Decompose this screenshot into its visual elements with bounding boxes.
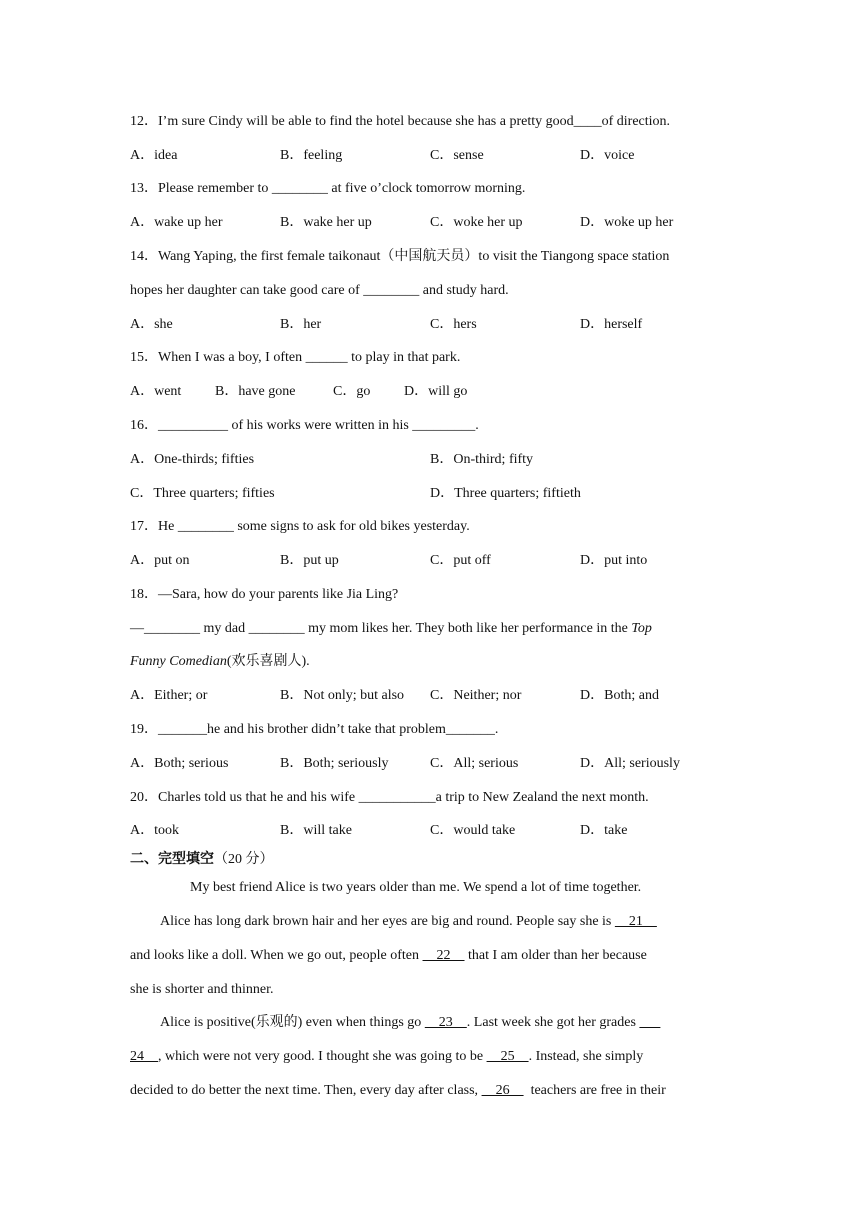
section-points: （20 分） <box>214 852 274 867</box>
q18-option-d: D．Both; and <box>580 688 659 703</box>
q17-option-d: D．put into <box>580 553 648 568</box>
show-title-part1: Top <box>631 621 652 636</box>
passage-line-2c: she is shorter and thinner. <box>130 982 274 997</box>
q15-option-a: A．went <box>130 384 182 399</box>
q19-text: he and his brother didn’t take that problem <box>207 722 446 737</box>
blank-22: 22 <box>422 948 465 963</box>
blank-26: 26 <box>481 1083 524 1098</box>
blank-25: 25 <box>486 1049 529 1064</box>
q15-option-b: B．have gone <box>215 384 296 399</box>
passage-line-3c <box>130 1082 666 1100</box>
q17-option-b: B．put up <box>280 553 339 568</box>
q14-option-a: A．she <box>130 317 173 332</box>
q18-option-a: A．Either; or <box>130 688 208 703</box>
q13-option-a: A．wake up her <box>130 215 223 230</box>
blank-23: 23 <box>424 1015 467 1030</box>
q19-number: 19． <box>130 722 158 737</box>
passage-line-2b <box>130 947 647 965</box>
section-title: 二、完型填空 <box>130 851 214 867</box>
q16-option-a: A．One-thirds; fifties <box>130 452 255 467</box>
q13-option-c: C．woke her up <box>430 215 523 230</box>
question-14-stem-line2: hopes her daughter can take good care of ________ and study hard. <box>130 283 509 298</box>
passage-line-2a <box>160 913 657 931</box>
passage-text: , which were not very good. I thought she was going to be <box>158 1049 487 1064</box>
q12-option-b: B．feeling <box>280 148 343 163</box>
question-15-stem: 15．When I was a boy, I often ______ to play in that park. <box>130 350 461 365</box>
blank-24: 24 <box>130 1049 158 1064</box>
blank-24-start <box>639 1015 660 1030</box>
show-title-part2: Funny Comedian <box>130 654 227 669</box>
q20-option-d: D．take <box>580 823 628 838</box>
q17-option-c: C．put off <box>430 553 491 568</box>
q20-option-a: A．took <box>130 823 179 838</box>
q18-option-c: C．Neither; nor <box>430 688 522 703</box>
q13-option-b: B．wake her up <box>280 215 372 230</box>
passage-text: . Instead, she simply <box>528 1049 644 1064</box>
passage-text: teachers are free in their <box>523 1083 666 1098</box>
question-19-stem <box>130 721 498 739</box>
q14-option-b: B．her <box>280 317 322 332</box>
passage-paragraph-1: My best friend Alice is two years older than me. We spend a lot of time together. <box>190 880 642 895</box>
passage-text: . Last week she got her grades <box>466 1015 640 1030</box>
question-18-stem: 18．—Sara, how do your parents like Jia Ling? <box>130 587 399 602</box>
passage-line-3b <box>130 1048 643 1066</box>
section-heading <box>130 850 274 869</box>
q16-option-d: D．Three quarters; fiftieth <box>430 486 581 501</box>
q20-option-b: B．will take <box>280 823 352 838</box>
blank-21: 21 <box>614 914 657 929</box>
question-18-reply-line2 <box>130 653 310 671</box>
question-18-reply-line1 <box>130 620 652 638</box>
q13-option-d: D．woke up her <box>580 215 674 230</box>
q19-option-c: C．All; serious <box>430 756 519 771</box>
q19-end: . <box>494 722 499 737</box>
reply-text: —________ my dad ________ my mom likes her. They both like her performance in the <box>130 621 632 636</box>
q16-option-b: B．On-third; fifty <box>430 452 534 467</box>
q19-blank-1: _______ <box>158 722 207 737</box>
passage-text: Alice is positive(乐观的) even when things go <box>160 1015 425 1030</box>
q14-option-c: C．hers <box>430 317 477 332</box>
reply-text-rest: (欢乐喜剧人). <box>226 654 310 669</box>
passage-text: and looks like a doll. When we go out, people often <box>130 948 423 963</box>
question-12-stem: 12．I’m sure Cindy will be able to find the hotel because she has a pretty good____of direction. <box>130 114 671 129</box>
question-17-stem: 17．He ________ some signs to ask for old bikes yesterday. <box>130 519 470 534</box>
passage-text: Alice has long dark brown hair and her eyes are big and round. People say she is <box>160 914 615 929</box>
q12-option-c: C．sense <box>430 148 484 163</box>
passage-text: that I am older than her because <box>464 948 647 963</box>
q18-option-b: B．Not only; but also <box>280 688 405 703</box>
q19-option-d: D．All; seriously <box>580 756 680 771</box>
q16-option-c: C．Three quarters; fifties <box>130 486 275 501</box>
q19-option-b: B．Both; seriously <box>280 756 389 771</box>
q19-blank-2: _______ <box>445 722 495 737</box>
q20-option-c: C．would take <box>430 823 516 838</box>
q19-option-a: A．Both; serious <box>130 756 229 771</box>
passage-line-3a <box>160 1014 660 1032</box>
q14-option-d: D．herself <box>580 317 643 332</box>
question-20-stem: 20．Charles told us that he and his wife ___________a trip to New Zealand the next month. <box>130 790 649 805</box>
q15-option-d: D．will go <box>404 384 468 399</box>
q12-option-a: A．idea <box>130 148 178 163</box>
passage-text: decided to do better the next time. Then, every day after class, <box>130 1083 482 1098</box>
q12-option-d: D．voice <box>580 148 635 163</box>
q17-option-a: A．put on <box>130 553 190 568</box>
q15-option-c: C．go <box>333 384 371 399</box>
question-14-stem-line1: 14．Wang Yaping, the first female taikonaut（中国航天员）to visit the Tiangong space station <box>130 249 670 264</box>
question-13-stem: 13．Please remember to ________ at five o’clock tomorrow morning. <box>130 181 526 196</box>
question-16-stem: 16．__________ of his works were written in his _________. <box>130 418 479 433</box>
